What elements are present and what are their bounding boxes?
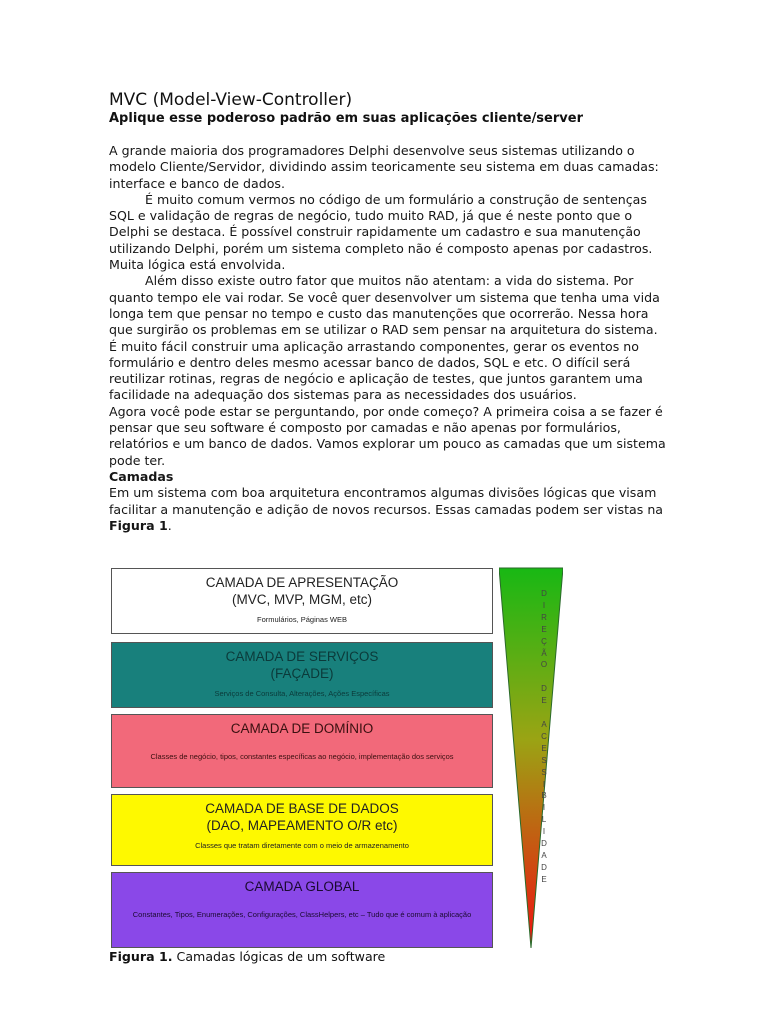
- arrow-letter: D: [541, 684, 547, 694]
- paragraph-1: A grande maioria dos programadores Delphi desenvolve seus sistemas utilizando o modelo Cliente/Servidor, dividindo assim teoricamente seu sistema em duas camadas: interface e banco de dados.: [109, 143, 659, 191]
- layer-box: [111, 642, 493, 708]
- arrow-letter: R: [541, 612, 547, 622]
- arrow-letter: A: [541, 850, 547, 860]
- paragraph-3: Além disso existe outro fator que muitos não atentam: a vida do sistema. Por quanto tempo ele vai rodar. Se você quer desenvolver um sistema que tenha uma vida longa tem que pensar no tempo e custo das manutenções que ocorrerão. Nessa hora que surgirão os problemas em se utilizar o RAD sem pensar na arquitetura do sistema. É muito fácil construir uma aplicação arrastando componentes, gerar os eventos no formulário e dentro deles mesmo acessar banco de dados, SQL e etc. O difícil será reutilizar rotinas, regras de negócio e aplicação de testes, que juntos garantem uma facilidade na adequação dos sistemas para as necessidades dos usuários.: [109, 273, 660, 403]
- figure-reference: Figura 1: [109, 517, 168, 533]
- article-body: [109, 143, 669, 534]
- layer-title: CAMADA DE APRESENTAÇÃO: [205, 575, 399, 590]
- arrow-letter: O: [540, 660, 548, 670]
- arrow-label: [539, 588, 549, 886]
- figure-caption: [109, 949, 385, 964]
- layer-description: Serviços de Consulta, Alterações, Ações Específicas: [214, 689, 390, 698]
- layer-description: Constantes, Tipos, Enumerações, Configurações, ClassHelpers, etc – Tudo que é comum à aplicação: [132, 910, 472, 919]
- paragraph-2: É muito comum vermos no código de um formulário a construção de sentenças SQL e validação de regras de negócio, tudo muito RAD, já que é neste ponto que o Delphi se destaca. É possível construir rapidamente um cadastro e sua manutenção utilizando Delphi, porém um sistema completo não é composto apenas por cadastros. Muita lógica está envolvida.: [109, 191, 653, 273]
- arrow-letter: I: [542, 827, 546, 837]
- arrow-letter: E: [541, 624, 547, 634]
- layer-title: CAMADA DE DOMÍNIO: [230, 721, 374, 736]
- layers-figure: [109, 566, 569, 950]
- arrow-letter: E: [541, 743, 547, 753]
- caption-label: Figura 1.: [109, 949, 173, 964]
- accessibility-arrow-icon: [499, 566, 563, 950]
- arrow-letter: L: [541, 815, 547, 825]
- caption-text: Camadas lógicas de um software: [172, 949, 386, 964]
- layer-description: Formulários, Páginas WEB: [256, 615, 348, 624]
- layer-box: [111, 714, 493, 788]
- arrow-letter: I: [542, 779, 546, 789]
- arrow-letter: S: [541, 767, 547, 777]
- paragraph-5-end: .: [167, 517, 172, 533]
- section-heading-camadas: Camadas: [109, 468, 174, 484]
- page-title: MVC (Model-View-Controller): [109, 90, 353, 110]
- paragraph-5-text: Em um sistema com boa arquitetura encontramos algumas divisões lógicas que visam facilitar a manutenção e adição de novos recursos. Essas camadas podem ser vistas na: [109, 485, 664, 517]
- arrow-letter: D: [541, 862, 547, 872]
- arrow-letter: D: [541, 589, 547, 598]
- arrow-letter: E: [541, 874, 547, 884]
- arrow-letter: I: [542, 600, 546, 610]
- arrow-letter: B: [541, 791, 547, 801]
- layer-description: Classes que tratam diretamente com o meio de armazenamento: [195, 841, 409, 850]
- layer-description: Classes de negócio, tipos, constantes específicas ao negócio, implementação dos serviços: [150, 752, 454, 761]
- layer-box: [111, 568, 493, 634]
- layer-box: [111, 872, 493, 948]
- arrow-letter: I: [542, 803, 546, 813]
- layer-subtitle: (DAO, MAPEAMENTO O/R etc): [206, 818, 398, 833]
- layer-box: [111, 794, 493, 866]
- arrow-letter: A: [541, 719, 547, 729]
- paragraph-4: Agora você pode estar se perguntando, por onde começo? A primeira coisa a se fazer é pensar que seu software é composto por camadas e não apenas por formulários, relatórios e um banco de dados. Vamos explorar um pouco as camadas que um sistema pode ter.: [109, 403, 666, 468]
- layer-title: CAMADA DE SERVIÇOS: [225, 649, 379, 664]
- arrow-letter: [539, 707, 549, 719]
- layer-subtitle: (MVC, MVP, MGM, etc): [231, 592, 372, 607]
- arrow-letter: S: [541, 755, 547, 765]
- page-subtitle: Aplique esse poderoso padrão em suas aplicações cliente/server: [109, 111, 583, 126]
- arrow-letter: D: [541, 839, 547, 849]
- arrow-letter: C: [541, 731, 547, 741]
- arrow-letter: Ç: [541, 636, 547, 646]
- layer-title: CAMADA GLOBAL: [244, 879, 360, 894]
- paragraph-5: [109, 485, 669, 534]
- arrow-letter: [539, 671, 549, 683]
- layer-subtitle: (FAÇADE): [270, 666, 334, 681]
- arrow-letter: Ã: [541, 648, 547, 658]
- arrow-letter: E: [541, 696, 547, 706]
- layer-title: CAMADA DE BASE DE DADOS: [205, 801, 399, 816]
